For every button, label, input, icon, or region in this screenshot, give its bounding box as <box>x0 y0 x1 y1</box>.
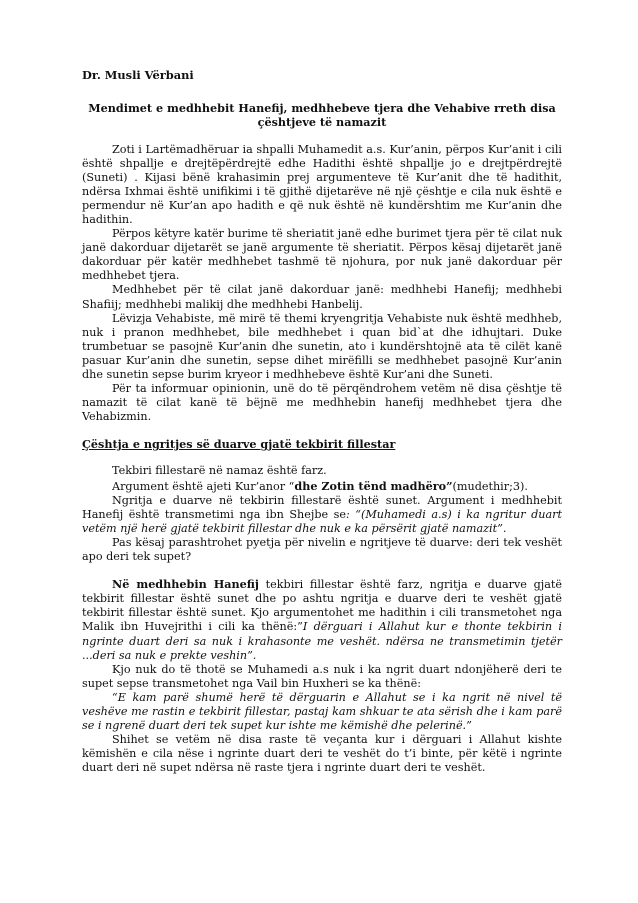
paragraph-argument <box>82 479 562 494</box>
paragraph-sunet <box>82 494 562 536</box>
paragraph-vail: Kjo nuk do të thotë se Muhamedi a.s nuk i ka ngrit duart ndonjëherë deri te supet sepse transmetohet nga Vail bin Huxheri se ka thënë: <box>82 662 562 690</box>
paragraph-hanefi <box>82 577 562 663</box>
sunet-text: Ngritja e duarve në tekbirin fillestarë është sunet. Argument i medhhebit Hanefij është transmetimi nga ibn Shejbe se <box>82 493 562 521</box>
section-heading: Çështja e ngritjes së duarve gjatë tekbirit fillestar <box>82 437 396 452</box>
paragraph-intro-5: Për ta informuar opinionin, unë do të përqëndrohem vetëm në disa çështje të namazit të cilat kanë të bëjnë me medhhebin hanefij medhhebet tjera dhe Vehabizmin. <box>82 382 562 424</box>
author-name: Dr. Musli Vërbani <box>82 68 194 82</box>
hanefi-quote: I dërguari i Allahut kur e thonte tekbirin i ngrinte duart deri sa nuk i krahasonte me veshët. ndërsa ne transmetimin tjetër ...deri sa nuk e prekte veshin”. <box>82 620 562 662</box>
hanefi-heading: Në medhhebin Hanefij <box>112 577 259 592</box>
paragraph-vail-quote: “E kam parë shumë herë të dërguarin e Allahut se i ka ngrit në nivel të veshëve me rastin e tekbirit fillestar, pastaj kam shkuar te ata sërish dhe i kam parë se i ngrenë duart deri tek supet kur ishte me këmishë dhe pelerinë.” <box>82 690 562 733</box>
paragraph-intro-3: Medhhebet për të cilat janë dakorduar janë: medhhebi Hanefij; medhhebi Shafiij; medhhebi malikij dhe medhhebi Hanbelij. <box>82 283 562 311</box>
paragraph-intro-2: Përpos këtyre katër burime të sheriatit janë edhe burimet tjera për të cilat nuk janë dakorduar dijetarët se janë argumente të sheriatit. Përpos kësaj dijetarët janë dakorduar për katër medhhebet tashmë të njohura, por nuk janë dakorduar për medhhebet tjera. <box>82 227 562 283</box>
argument-reference: (mudethir;3). <box>452 479 528 493</box>
argument-intro: Argument është ajeti Kur’anor “ <box>112 479 295 493</box>
paragraph-question: Pas kësaj parashtrohet pyetja për nivelin e ngritjeve të duarve: deri tek veshët apo deri tek supet? <box>82 535 562 564</box>
paragraph-intro-4: Lëvizja Vehabiste, më mirë të themi kryengritja Vehabiste nuk është medhheb, nuk i pranon medhhebet, bile medhhebet i quan bid`at dhe idhujtari. Duke trumbetuar se pasojnë Kur’anin dhe sunetin, ato i kundërshtojnë ata të cilët kanë pasuar Kur’anin dhe sunetin, sepse dihet mirëfilli se medhhebet pasojnë Kur’anin dhe sunetin sepse burim kryeor i medhhebeve është Kur’ani dhe Suneti. <box>82 311 562 381</box>
document-page <box>82 68 562 775</box>
paragraph-tekbir: Tekbiri fillestarë në namaz është farz. <box>112 464 327 478</box>
document-title: Mendimet e medhhebit Hanefij, medhhebeve tjera dhe Vehabive rreth disa çështjeve të namazit <box>88 101 556 130</box>
paragraph-intro-1: Zoti i Lartëmadhëruar ia shpalli Muhamedit a.s. Kur’anin, përpos Kur’anit i cili është shpallje e drejtëpërdrejtë edhe Hadithi është shpallje jo e drejtpërdrejtë (Suneti) . Kijasi bënë krahasimin prej argumenteve të Kur’anit dhe të hadithit, ndërsa Ixhmai është unifikimi i të gjithë dijetarëve në një çështje e cila nuk është e permendur në Kur’an apo hadith e që nuk është në kundërshtim me Kur’anin dhe hadithin. <box>82 142 562 226</box>
quran-quote: dhe Zotin tënd madhëro” <box>294 478 453 493</box>
sunet-quote: : “(Muhamedi a.s) i ka ngritur duart vetëm një herë gjatë tekbirit fillestar dhe nuk e ka përsërit gjatë namazit”. <box>82 507 562 535</box>
paragraph-final: Shihet se vetëm në disa raste të veçanta kur i dërguari i Allahut kishte këmishën e cila nëse i ngrinte duart deri te veshët do t’i binte, për këtë i ngrinte duart deri në supet ndërsa në raste tjera i ngrinte duart deri te veshët. <box>82 733 562 775</box>
hanefi-text: tekbiri fillestar është farz, ngritja e duarve gjatë tekbirit fillestar është sunet dhe po ashtu ngritja e duarve deri te veshët gjatë tekbirit fillestar është sunet. Kjo argumentohet me hadithin i cili transmetohet nga Malik ibn Huvejrithi i cili ka thënë:” <box>82 578 562 634</box>
